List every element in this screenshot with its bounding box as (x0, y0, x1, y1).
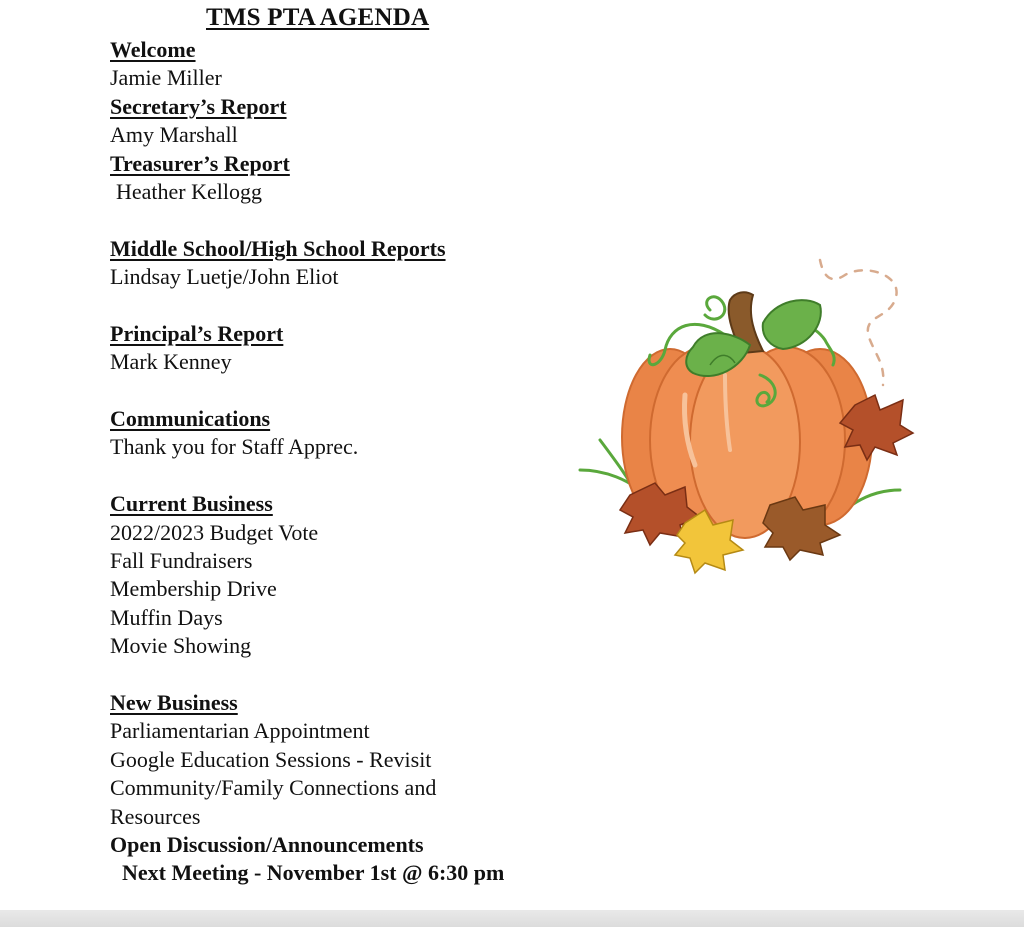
spacer (110, 661, 504, 689)
section-item: Movie Showing (110, 633, 252, 659)
section-item: Community/Family Connections and (110, 775, 437, 801)
section-item: Amy Marshall (110, 122, 238, 148)
section-item: 2022/2023 Budget Vote (110, 519, 319, 545)
section-item: Fall Fundraisers (110, 548, 253, 574)
spacer (110, 292, 504, 320)
section-heading-principal-report: Principal’s Report (110, 320, 284, 346)
section-item: Google Education Sessions - Revisit (110, 746, 432, 772)
section-item: Muffin Days (110, 604, 223, 630)
section-item: Thank you for Staff Apprec. (110, 434, 359, 460)
open-discussion-heading: Open Discussion/Announcements (110, 831, 424, 857)
section-heading-secretary-report: Secretary’s Report (110, 93, 287, 119)
section-item: Mark Kenney (110, 349, 232, 375)
section-item: Resources (110, 803, 201, 829)
section-heading-communications: Communications (110, 406, 271, 432)
section-item: Parliamentarian Appointment (110, 718, 370, 744)
next-meeting-line: Next Meeting - November 1st @ 6:30 pm (122, 860, 505, 886)
spacer (110, 206, 504, 234)
spacer (110, 377, 504, 405)
section-heading-welcome: Welcome (110, 37, 196, 62)
section-item: Lindsay Luetje/John Eliot (110, 264, 339, 290)
section-item: Jamie Miller (110, 65, 222, 91)
section-heading-new-business: New Business (110, 689, 238, 715)
spacer (110, 462, 504, 490)
bottom-bar (0, 910, 1024, 927)
pumpkin-icon (575, 255, 920, 580)
section-item: Membership Drive (110, 576, 277, 602)
section-heading-treasurer-report: Treasurer’s Report (110, 150, 290, 176)
section-heading-current-business: Current Business (110, 491, 273, 517)
section-heading-school-reports: Middle School/High School Reports (110, 235, 446, 261)
section-item: Heather Kellogg (116, 178, 262, 204)
agenda-title: TMS PTA AGENDA (206, 4, 430, 31)
agenda-body (110, 36, 504, 888)
